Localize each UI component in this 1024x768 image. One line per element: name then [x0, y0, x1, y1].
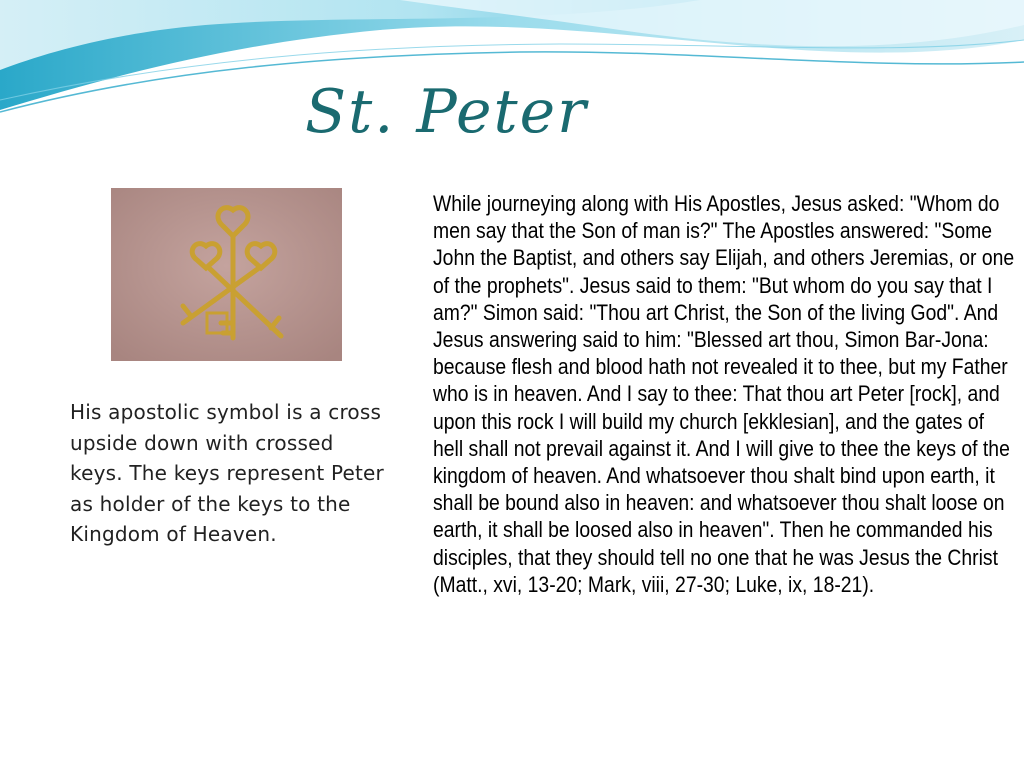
- symbol-caption: His apostolic symbol is a cross upside down with crossed keys. The keys represent Peter as holder of the keys to the Kingdom of Heaven.: [70, 400, 384, 546]
- crossed-keys-photo: [111, 188, 342, 361]
- gospel-passage: While journeying along with His Apostles, Jesus asked: "Whom do men say that the Son of man is?" The Apostles answered: "Some John the Baptist, and others say Elijah, and others Jeremias, or one of the prophets". Jesus said to them: "But whom do you say that I am?" Simon said: "Thou art Christ, the Son of the living God". And Jesus answering said to him: "Blessed art thou, Simon Bar-Jona: because flesh and blood hath not revealed it to thee, but my Father who is in heaven. And I say to thee: That thou art Peter [rock], and upon this rock I will build my church [ekklesian], and the gates of hell shall not prevail against it. And I will give to thee the keys of the kingdom of heaven. And whatsoever thou shalt bind upon earth, it shall be bound also in heaven: and whatsoever thou shalt loose on earth, it shall be loosed also in heaven". Then he commanded his disciples, that they should tell no one that he was Jesus the Christ (Matt., xvi, 13-20; Mark, viii, 27-30; Luke, ix, 18-21).: [433, 191, 1015, 597]
- slide-title: St. Peter: [305, 77, 588, 147]
